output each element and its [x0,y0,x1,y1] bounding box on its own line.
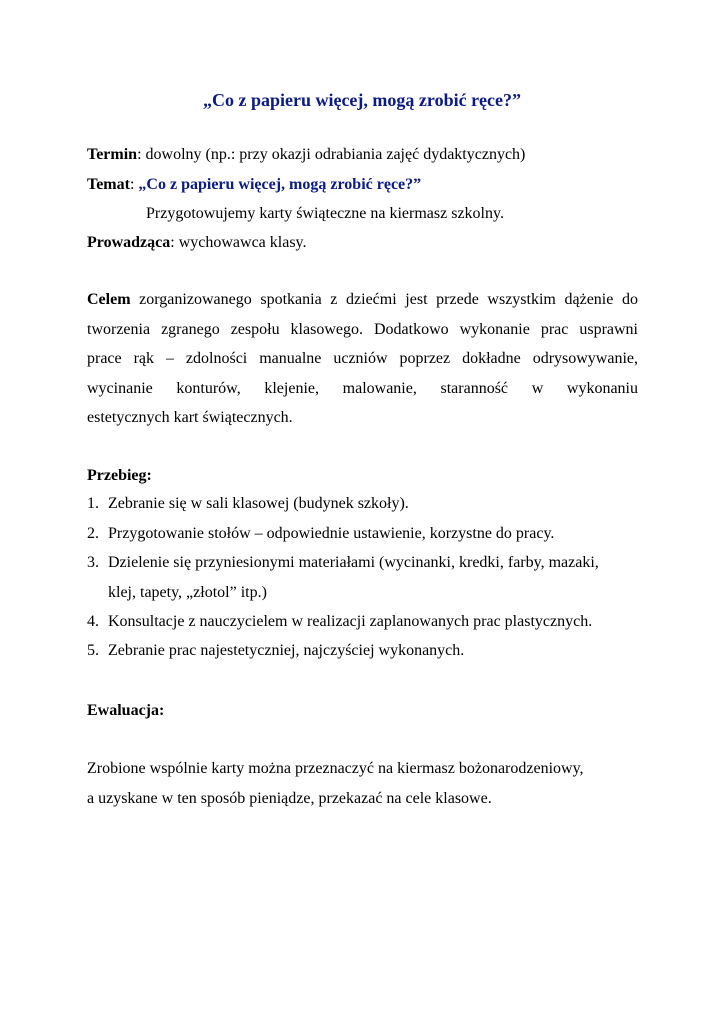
document-title: „Co z papieru więcej, mogą zrobić ręce?” [202,90,522,110]
list-item-continuation: klej, tapety, „złotol” itp.) [108,584,267,601]
celem-label: Celem [87,291,131,308]
list-item-text: Zebranie prac najestetyczniej, najczyściej wykonanych. [108,642,465,659]
list-item-number: 5. [87,642,99,659]
temat-line [87,175,421,195]
list-item [87,524,554,544]
przebieg-heading: Przebieg: [87,467,152,484]
list-item [87,494,409,514]
prowadzaca-label: Prowadząca [87,234,171,251]
termin-label: Termin [87,146,138,163]
list-item-text: Zebranie się w sali klasowej (budynek szkoły). [108,495,409,512]
list-item-number: 4. [87,613,99,630]
celem-paragraph-line-5: estetycznych kart świątecznych. [87,409,293,426]
celem-text-1: zorganizowanego spotkania z dziećmi jest przede wszystkim dążenie do [130,291,638,308]
termin-value: : dowolny (np.: przy okazji odrabiania zajęć dydaktycznych) [137,146,526,163]
list-item-text: Przygotowanie stołów – odpowiednie ustawienie, korzystne do pracy. [108,525,555,542]
celem-paragraph-line-3: prace rąk – zdolności manualne uczniów poprzez dokładne odrysowywanie, [87,350,638,367]
list-item-text: Dzielenie się przyniesionymi materiałami (wycinanki, kredki, farby, mazaki, [108,554,599,571]
celem-paragraph-line-1 [87,290,638,310]
temat-subline: Przygotowujemy karty świąteczne na kiermasz szkolny. [146,205,504,222]
list-item [87,612,592,632]
final-line-1: Zrobione wspólnie karty można przeznaczyć na kiermasz bożonarodzeniowy, [87,760,584,777]
temat-value: „Co z papieru więcej, mogą zrobić ręce?” [138,176,422,193]
celem-paragraph-line-2: tworzenia zgranego zespołu klasowego. Dodatkowo wykonanie prac usprawni [87,321,638,338]
list-item [87,641,464,661]
list-item [87,553,599,573]
prowadzaca-value: : wychowawca klasy. [170,234,307,251]
list-item-text: Konsultacje z nauczycielem w realizacji zaplanowanych prac plastycznych. [108,613,593,630]
temat-colon: : [129,176,139,193]
celem-paragraph-line-4: wycinanie konturów, klejenie, malowanie, staranność w wykonaniu [87,380,638,397]
ewaluacja-heading: Ewaluacja: [87,702,165,719]
final-line-2: a uzyskane w ten sposób pieniądze, przekazać na cele klasowe. [87,790,492,807]
prowadzaca-line [87,233,307,253]
termin-line [87,145,525,165]
list-item-number: 3. [87,554,99,571]
list-item-number: 2. [87,525,99,542]
temat-label: Temat [87,176,130,193]
list-item-number: 1. [87,495,99,512]
